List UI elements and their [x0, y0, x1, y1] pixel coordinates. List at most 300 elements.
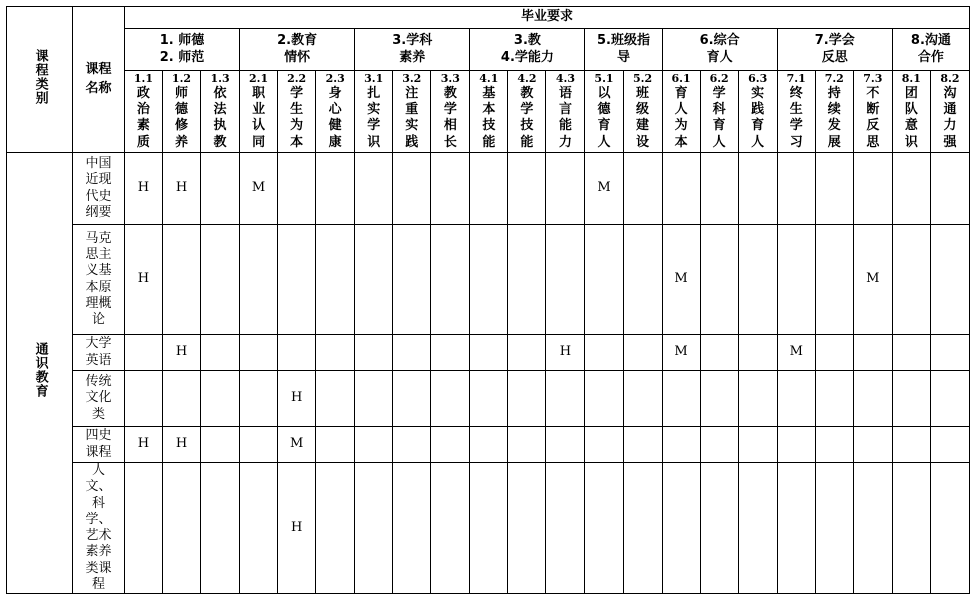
requirement-group-7 [777, 29, 892, 71]
support-cell [930, 225, 969, 335]
support-cell [815, 463, 853, 594]
support-cell [853, 427, 892, 463]
sub-requirement-char: 本 [482, 102, 496, 118]
sub-requirement-char: 教 [520, 85, 534, 101]
support-cell [508, 427, 546, 463]
support-cell [930, 335, 969, 371]
sub-requirement-char: 不 [866, 85, 880, 101]
support-cell [470, 427, 508, 463]
sub-requirement-char: 法 [213, 102, 227, 118]
requirement-group-line: 3.教 [513, 33, 541, 49]
sub-requirement-char: 育 [751, 118, 765, 134]
support-cell [508, 371, 546, 427]
sub-requirement-char: 修 [174, 118, 188, 134]
support-cell [853, 335, 892, 371]
support-cell [508, 225, 546, 335]
support-cell [201, 427, 240, 463]
support-cell [508, 463, 546, 594]
sub-requirement-char: 人 [674, 102, 688, 118]
support-cell [393, 427, 431, 463]
support-cell [508, 335, 546, 371]
sub-requirement-char: 育 [597, 118, 611, 134]
sub-requirement-char: 识 [367, 134, 381, 150]
course-name-cell [73, 463, 125, 594]
sub-requirement-char: 执 [213, 118, 227, 134]
sub-requirement-number: 2.2 [287, 72, 307, 86]
sub-requirement-char: 能 [482, 134, 496, 150]
support-cell [777, 371, 815, 427]
course-name: 人文、科学、艺术素养类课程 [85, 463, 112, 592]
support-cell [892, 335, 930, 371]
support-cell [623, 225, 662, 335]
support-cell: M [777, 335, 815, 371]
course-name-cell [73, 371, 125, 427]
support-cell [930, 153, 969, 225]
support-cell: H [546, 335, 585, 371]
support-cell [662, 427, 700, 463]
support-cell [355, 371, 393, 427]
support-cell [892, 371, 930, 427]
sub-requirement-number: 5.1 [594, 72, 614, 86]
support-cell [853, 371, 892, 427]
requirement-group-line: 4.学能力 [500, 49, 554, 65]
sub-requirement-3-3 [431, 71, 470, 153]
sub-requirement-number: 1.2 [171, 72, 192, 86]
support-cell: H [124, 225, 162, 335]
sub-requirement-char: 人 [751, 134, 765, 150]
sub-requirement-4-1 [470, 71, 508, 153]
support-cell [431, 427, 470, 463]
course-name: 大学英语 [85, 336, 112, 368]
requirement-group-line: 6.综合 [699, 33, 740, 49]
sub-requirement-number: 5.2 [632, 72, 653, 86]
sub-requirement-char: 断 [866, 102, 880, 118]
requirement-group-line: 导 [617, 49, 631, 65]
sub-requirement-3-2 [393, 71, 431, 153]
sub-requirement-number: 6.1 [671, 72, 691, 86]
sub-requirement-char: 教 [443, 85, 457, 101]
requirement-group-5 [585, 29, 662, 71]
support-cell [508, 153, 546, 225]
sub-requirement-char: 意 [904, 118, 918, 134]
requirement-group-line: 2.教育 [277, 33, 318, 49]
sub-requirement-7-2 [815, 71, 853, 153]
support-cell [930, 427, 969, 463]
support-cell [431, 371, 470, 427]
sub-requirement-char: 技 [520, 118, 534, 134]
sub-requirement-char: 本 [674, 134, 688, 150]
sub-requirement-char: 续 [827, 102, 841, 118]
support-cell [316, 371, 355, 427]
sub-requirement-char: 强 [943, 134, 957, 150]
requirement-group-line: 育人 [706, 49, 733, 65]
sub-requirement-char: 育 [712, 118, 726, 134]
sub-requirement-number: 3.3 [440, 72, 460, 86]
support-cell [201, 153, 240, 225]
support-cell [585, 335, 623, 371]
support-cell: H [162, 335, 200, 371]
sub-requirement-4-2 [508, 71, 546, 153]
sub-requirement-8-2 [930, 71, 969, 153]
support-cell [278, 225, 316, 335]
support-cell [240, 463, 278, 594]
support-cell [162, 371, 200, 427]
support-cell [585, 427, 623, 463]
requirement-group-6 [662, 29, 777, 71]
requirement-group-line: 7.学会 [814, 33, 855, 49]
support-cell [240, 225, 278, 335]
sub-requirement-number: 4.3 [555, 72, 576, 86]
support-cell [240, 335, 278, 371]
support-cell [546, 427, 585, 463]
support-cell [930, 463, 969, 594]
sub-requirement-char: 科 [712, 102, 726, 118]
sub-requirement-number: 4.1 [479, 72, 499, 86]
support-cell [815, 153, 853, 225]
header-row-top [7, 7, 970, 29]
sub-requirement-char: 能 [520, 134, 534, 150]
sub-requirement-3-1 [355, 71, 393, 153]
sub-requirement-char: 力 [558, 134, 572, 150]
requirement-group-line: 1. 师德 [159, 33, 205, 49]
sub-requirement-char: 心 [328, 102, 342, 118]
course-name: 四史课程 [85, 428, 112, 460]
sub-requirement-6-3 [738, 71, 777, 153]
sub-requirement-char: 基 [482, 85, 496, 101]
support-cell: M [662, 335, 700, 371]
requirement-group-line: 反思 [821, 49, 848, 65]
support-cell [815, 335, 853, 371]
support-cell [431, 463, 470, 594]
requirement-group-3 [355, 29, 470, 71]
sub-requirement-char: 质 [136, 134, 150, 150]
sub-requirement-char: 本 [290, 134, 304, 150]
sub-requirement-1-3 [201, 71, 240, 153]
sub-requirement-char: 健 [328, 118, 342, 134]
sub-requirement-char: 持 [827, 85, 841, 101]
sub-requirement-6-1 [662, 71, 700, 153]
support-cell [546, 463, 585, 594]
category-cell [7, 153, 73, 594]
sub-requirement-char: 认 [252, 118, 266, 134]
support-cell [124, 463, 162, 594]
sub-requirement-char: 身 [328, 85, 342, 101]
sub-requirement-char: 职 [252, 85, 266, 101]
support-cell: M [585, 153, 623, 225]
category-text: 通识教育 [32, 342, 48, 399]
support-cell [124, 335, 162, 371]
support-cell [162, 463, 200, 594]
sub-requirement-char: 为 [674, 118, 688, 134]
support-cell [623, 335, 662, 371]
sub-requirement-4-3 [546, 71, 585, 153]
requirement-group-line: 8.沟通 [910, 33, 951, 49]
support-cell [738, 463, 777, 594]
sub-requirement-char: 践 [751, 102, 765, 118]
sub-requirement-char: 班 [636, 85, 650, 101]
sub-requirement-char: 级 [636, 102, 650, 118]
sub-requirement-number: 3.2 [402, 72, 422, 86]
sub-requirement-char: 政 [136, 85, 150, 101]
support-cell: M [240, 153, 278, 225]
support-cell [623, 463, 662, 594]
course-name-cell [73, 225, 125, 335]
support-cell [278, 335, 316, 371]
support-cell [201, 335, 240, 371]
support-cell [546, 225, 585, 335]
sub-requirement-char: 终 [789, 85, 803, 101]
sub-requirement-number: 2.3 [325, 72, 345, 86]
requirement-group-2 [240, 29, 355, 71]
requirement-group-line: 素养 [399, 49, 426, 65]
support-cell [470, 371, 508, 427]
support-cell [585, 225, 623, 335]
support-cell: H [162, 153, 200, 225]
sub-requirement-char: 注 [405, 85, 419, 101]
requirement-group-1 [124, 29, 239, 71]
support-cell [201, 371, 240, 427]
sub-requirement-char: 设 [636, 134, 650, 150]
sub-requirement-char: 言 [558, 102, 572, 118]
support-cell [393, 153, 431, 225]
sub-requirement-1-1 [124, 71, 162, 153]
sub-requirement-char: 通 [943, 102, 957, 118]
support-cell [853, 153, 892, 225]
support-cell [470, 225, 508, 335]
sub-requirement-5-1 [585, 71, 623, 153]
support-cell [738, 225, 777, 335]
course-row [7, 427, 970, 463]
sub-requirement-char: 扎 [367, 85, 381, 101]
sub-requirement-char: 人 [712, 134, 726, 150]
course-name-header [73, 7, 125, 153]
support-cell [777, 427, 815, 463]
support-cell [201, 463, 240, 594]
support-cell [700, 463, 738, 594]
support-cell [700, 335, 738, 371]
support-cell [585, 463, 623, 594]
course-row [7, 225, 970, 335]
support-cell: M [278, 427, 316, 463]
sub-requirement-number: 6.3 [748, 72, 768, 86]
support-cell [700, 427, 738, 463]
sub-requirement-char: 康 [328, 134, 342, 150]
support-cell [623, 153, 662, 225]
sub-requirement-char: 依 [213, 85, 227, 101]
support-cell [738, 153, 777, 225]
graduation-requirements-matrix [6, 6, 970, 594]
support-cell [355, 335, 393, 371]
sub-requirement-char: 育 [674, 85, 688, 101]
sub-requirement-char: 素 [136, 118, 150, 134]
support-cell [700, 371, 738, 427]
support-cell [777, 153, 815, 225]
header-row-subrequirements [7, 71, 970, 153]
support-cell [355, 427, 393, 463]
course-name-header-text: 课程名称 [85, 62, 112, 96]
support-cell [355, 225, 393, 335]
support-cell [892, 427, 930, 463]
sub-requirement-number: 7.3 [863, 72, 883, 86]
sub-requirement-char: 学 [789, 118, 803, 134]
sub-requirement-7-1 [777, 71, 815, 153]
sub-requirement-number: 7.2 [824, 72, 844, 86]
support-cell [738, 371, 777, 427]
sub-requirement-2-1 [240, 71, 278, 153]
sub-requirement-char: 以 [597, 85, 611, 101]
support-cell: M [853, 225, 892, 335]
support-cell [316, 427, 355, 463]
support-cell [470, 463, 508, 594]
support-cell [355, 153, 393, 225]
sub-requirement-number: 6.2 [709, 72, 729, 86]
support-cell [278, 153, 316, 225]
support-cell [546, 153, 585, 225]
support-cell [892, 225, 930, 335]
course-name-cell [73, 427, 125, 463]
sub-requirement-number: 8.2 [940, 72, 960, 86]
course-row [7, 153, 970, 225]
sub-requirement-char: 教 [213, 134, 227, 150]
support-cell [431, 153, 470, 225]
sub-requirement-char: 生 [789, 102, 803, 118]
sub-requirement-char: 学 [290, 85, 304, 101]
sub-requirement-char: 实 [751, 85, 765, 101]
sub-requirement-char: 重 [405, 102, 419, 118]
sub-requirement-char: 生 [290, 102, 304, 118]
sub-requirement-number: 2.1 [249, 72, 269, 86]
course-name: 马克思主义基本原理概论 [85, 230, 112, 327]
sub-requirement-char: 学 [367, 118, 381, 134]
category-header [7, 7, 73, 153]
support-cell [393, 225, 431, 335]
support-cell [124, 371, 162, 427]
sub-requirement-5-2 [623, 71, 662, 153]
course-row [7, 335, 970, 371]
sub-requirement-char: 治 [136, 102, 150, 118]
category-header-text: 课程类别 [32, 48, 48, 105]
support-cell: M [662, 225, 700, 335]
support-cell: H [278, 463, 316, 594]
support-cell [470, 153, 508, 225]
sub-requirement-char: 习 [789, 134, 803, 150]
sub-requirement-char: 践 [405, 134, 419, 150]
requirement-group-line: 情怀 [284, 49, 311, 65]
sub-requirement-8-1 [892, 71, 930, 153]
support-cell [700, 225, 738, 335]
requirement-group-8 [892, 29, 969, 71]
sub-requirement-char: 展 [827, 134, 841, 150]
sub-requirement-number: 8.1 [901, 72, 921, 86]
requirement-group-line: 2. 师范 [159, 49, 205, 65]
support-cell [393, 335, 431, 371]
support-cell [738, 427, 777, 463]
sub-requirement-char: 业 [252, 102, 266, 118]
support-cell [700, 153, 738, 225]
support-cell [546, 371, 585, 427]
support-cell: H [124, 153, 162, 225]
support-cell [316, 335, 355, 371]
sub-requirement-char: 语 [558, 85, 572, 101]
support-cell [431, 335, 470, 371]
sub-requirement-number: 4.2 [517, 72, 537, 86]
support-cell: H [162, 427, 200, 463]
course-row [7, 463, 970, 594]
sub-requirement-number: 1.3 [210, 72, 230, 86]
support-cell [240, 371, 278, 427]
support-cell [777, 225, 815, 335]
support-cell [623, 427, 662, 463]
sub-requirement-char: 学 [443, 102, 457, 118]
support-cell [470, 335, 508, 371]
support-cell [240, 427, 278, 463]
sub-requirement-char: 思 [866, 134, 880, 150]
sub-requirement-7-3 [853, 71, 892, 153]
support-cell [585, 371, 623, 427]
support-cell [662, 371, 700, 427]
support-cell [853, 463, 892, 594]
sub-requirement-6-2 [700, 71, 738, 153]
sub-requirement-char: 实 [405, 118, 419, 134]
sub-requirement-char: 技 [482, 118, 496, 134]
requirement-group-line: 5.班级指 [597, 33, 650, 49]
requirement-group-4 [470, 29, 585, 71]
support-cell [815, 427, 853, 463]
support-cell [777, 463, 815, 594]
requirement-group-line: 3.学科 [392, 33, 433, 49]
sub-requirement-number: 7.1 [786, 72, 806, 86]
sub-requirement-char: 长 [443, 134, 457, 150]
support-cell [393, 371, 431, 427]
support-cell [316, 153, 355, 225]
course-row [7, 371, 970, 427]
sub-requirement-char: 识 [904, 134, 918, 150]
sub-requirement-char: 沟 [943, 85, 957, 101]
sub-requirement-char: 实 [367, 102, 381, 118]
sub-requirement-char: 同 [252, 134, 266, 150]
sub-requirement-2-3 [316, 71, 355, 153]
support-cell [316, 225, 355, 335]
sub-requirement-char: 学 [712, 85, 726, 101]
support-cell [892, 463, 930, 594]
sub-requirement-number: 1.1 [133, 72, 153, 86]
support-cell [355, 463, 393, 594]
course-name-cell [73, 153, 125, 225]
sub-requirement-char: 力 [943, 118, 957, 134]
support-cell [431, 225, 470, 335]
sub-requirement-char: 人 [597, 134, 611, 150]
support-cell [162, 225, 200, 335]
support-cell [316, 463, 355, 594]
sub-requirement-char: 能 [558, 118, 572, 134]
support-cell: H [124, 427, 162, 463]
sub-requirement-char: 师 [174, 85, 188, 101]
requirement-group-line: 合作 [917, 49, 944, 65]
sub-requirement-char: 相 [443, 118, 457, 134]
graduation-requirements-header: 毕业要求 [124, 7, 969, 29]
support-cell [393, 463, 431, 594]
sub-requirement-2-2 [278, 71, 316, 153]
support-cell [815, 225, 853, 335]
support-cell [930, 371, 969, 427]
sub-requirement-char: 为 [290, 118, 304, 134]
sub-requirement-number: 3.1 [364, 72, 384, 86]
course-name: 传统文化类 [85, 374, 112, 422]
sub-requirement-char: 德 [174, 102, 188, 118]
header-row-groups [7, 29, 970, 71]
support-cell [662, 153, 700, 225]
sub-requirement-char: 发 [827, 118, 841, 134]
